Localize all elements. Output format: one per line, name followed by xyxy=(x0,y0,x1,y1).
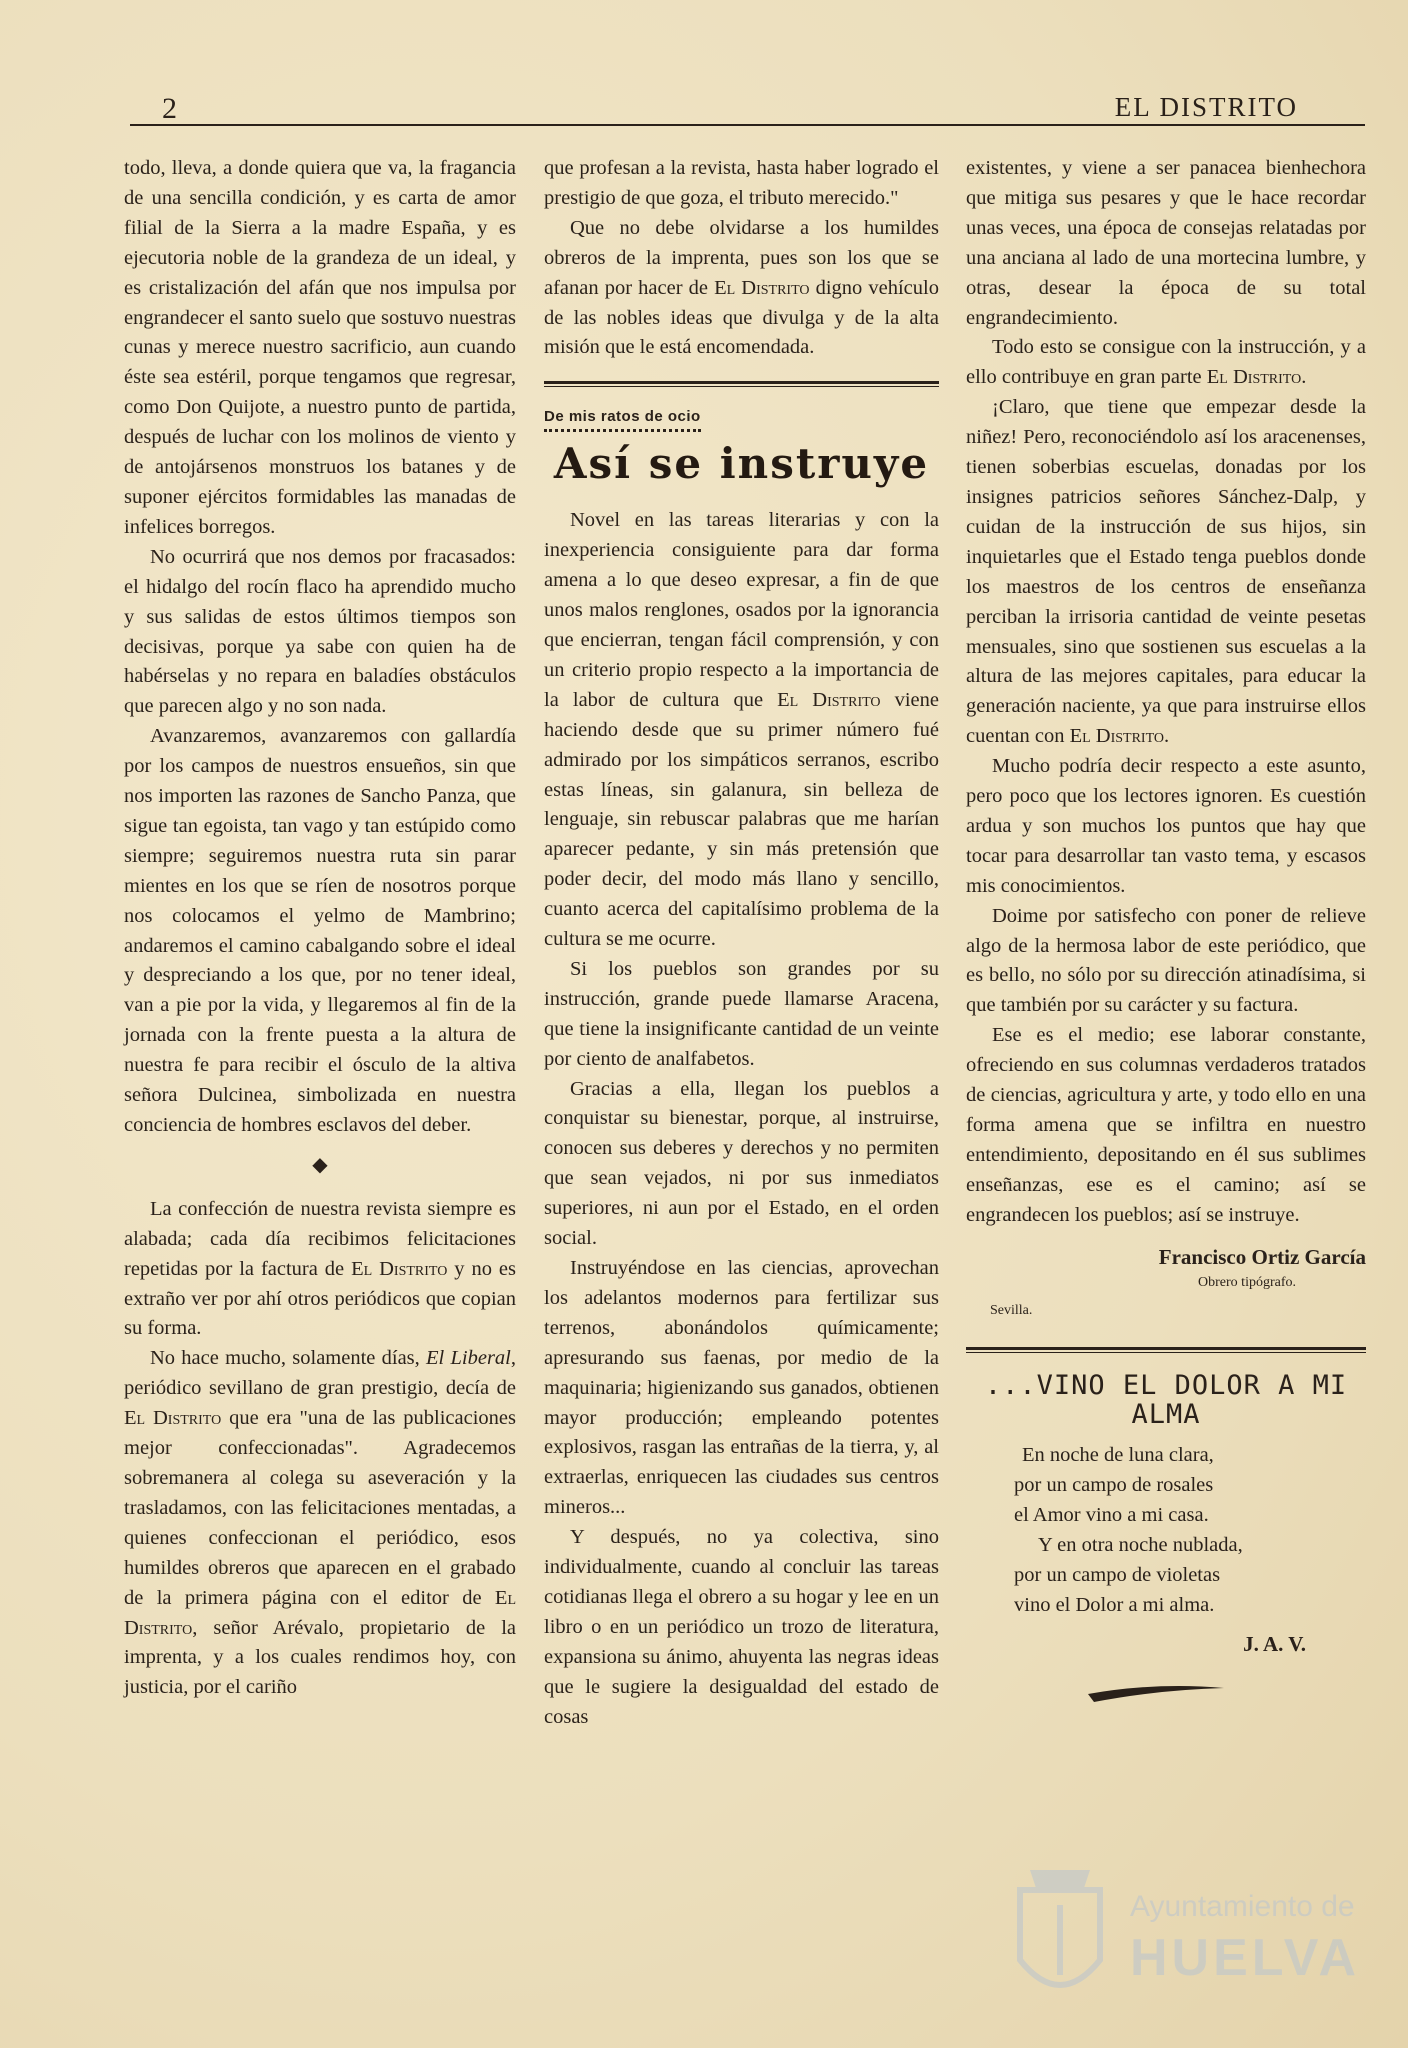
text-run: Que no debe olvidarse a los humildes obreros de la imprenta, pues son los que se afanan por hacer de xyxy=(544,216,939,299)
header-rule xyxy=(130,124,1365,126)
newspaper-name: El Distrito xyxy=(124,1407,222,1430)
poem-line: En noche de luna clara, xyxy=(1022,1444,1214,1467)
section-divider xyxy=(544,381,939,387)
newspaper-name: El Distrito xyxy=(124,1586,516,1639)
archive-watermark xyxy=(990,1860,1390,2030)
poem-line: por un campo de violetas xyxy=(1014,1564,1221,1587)
paragraph xyxy=(966,393,1366,752)
author-signature: Francisco Ortiz García xyxy=(1158,1244,1366,1269)
paragraph xyxy=(544,214,939,364)
text-run: Novel en las tareas literarias y con la inexperiencia consiguiente para dar forma amena a lo que deseo expresar, a fin de que unos malos renglones, osados por la ignorancia que encierran, tengan fácil comprensión, y con un criterio propio respecto a la importancia de la labor de cultura que xyxy=(544,509,939,711)
text-run: que era "una de las publicaciones mejor confeccionadas". Agradecemos sobremanera al colega su aseveración y la trasladamos, con las felicitaciones mentadas, a quienes confeccionan el periódico, esos humildes obreros que aparecen en el grabado de la primera página con el editor de xyxy=(124,1407,516,1609)
ornament-icon xyxy=(1086,1682,1226,1704)
text-run: viene haciendo desde que su primer número fué admirado por los simpáticos serranos, escribo estas líneas, sin galanura, sin belleza de lenguaje, sin rebuscar palabras que me harían aparecer pedante, y sin más pretensión que poder decir, del modo más llano y sencillo, cuanto acerca del capitalísimo problema de la cultura se me ocurre. xyxy=(544,688,939,951)
paragraph: existentes, y viene a ser panacea bienhechora que mitiga sus pesares y que le hace recordar unas veces, una época de consejas relatadas por una anciana al lado de una mortecina lumbre, y otras, desear la época de su total engrandecimiento. xyxy=(966,157,1366,329)
watermark-line2: HUELVA xyxy=(1130,1929,1361,1987)
page-number: 2 xyxy=(162,92,177,125)
poem xyxy=(966,1440,1366,1620)
paragraph: Doime por satisfecho con poner de relieve algo de la hermosa labor de este periódico, que es bello, no sólo por su dirección atinadísima, si que también por su carácter y su factura. xyxy=(966,904,1366,1017)
text-run: . xyxy=(1301,366,1307,389)
coat-of-arms-icon xyxy=(1000,1860,1120,2020)
text-run: . xyxy=(1164,725,1170,748)
periodical-name: El Liberal xyxy=(426,1347,511,1370)
poem-line: Y en otra noche nublada, xyxy=(1038,1534,1243,1557)
text-run: No hace mucho, solamente días, xyxy=(150,1347,427,1370)
poem-line: el Amor vino a mi casa. xyxy=(1014,1504,1209,1527)
paragraph xyxy=(124,1344,516,1703)
newspaper-name: El Distrito xyxy=(1069,725,1165,748)
paragraph: Y después, no ya colectiva, sino individualmente, cuando al concluir las tareas cotidianas llega el obrero a su hogar y lee en un libro o en un periódico un trozo de literatura, expansiona su ánimo, ahuyenta las negras ideas que le sugiere la desigualdad del estado de cosas xyxy=(544,1526,939,1728)
paragraph: Si los pueblos son grandes por su instrucción, grande puede llamarse Aracena, que tiene la insignificante cantidad de un veinte por ciento de analfabetos. xyxy=(544,957,939,1070)
watermark-line1: Ayuntamiento de xyxy=(1130,1890,1355,1923)
paragraph: Ese es el medio; ese laborar constante, ofreciendo en sus columnas verdaderos tratados de ciencias, agricultura y arte, y todo ello en una forma amena que se infiltra en nuestro entendimiento, depositando en él sus sublimes enseñanzas, ese es el camino; así se engrandecen los pueblos; así se instruye. xyxy=(966,1024,1366,1226)
newspaper-name: El Distrito xyxy=(777,688,881,711)
text-run: digno vehículo de las nobles ideas que divulga y de la alta misión que le está encomendada. xyxy=(544,276,939,359)
section-label: De mis ratos de ocio xyxy=(544,407,701,432)
text-run: La confección de nuestra revista siempre es alabada; cada día recibimos felicitaciones repetidas por la factura de xyxy=(124,1197,516,1280)
poem-title: ...VINO EL DOLOR A MI ALMA xyxy=(984,1369,1348,1431)
paragraph: Avanzaremos, avanzaremos con gallardía por los campos de nuestros ensueños, sin que nos importen las razones de Sancho Panza, que sigue tan egoista, tan vago y tan estúpido como siempre; seguiremos nuestra ruta sin parar mientes en los que se ríen de nosotros porque nos colocamos el yelmo de Mambrino; andaremos el camino cabalgando sobre el ideal y despreciando a los que, por no tener ideal, van a pie por la vida, y llegaremos al fin de la jornada con la frente puesta a la altura de nuestra fe para recibir el ósculo de la altiva señora Dulcinea, simbolizada en nuestra conciencia de hombres esclavos del deber. xyxy=(124,725,516,1136)
diamond-separator: ◆ xyxy=(312,1153,328,1176)
poem-line: por un campo de rosales xyxy=(1014,1474,1214,1497)
paragraph: que profesan a la revista, hasta haber logrado el prestigio de que goza, el tributo merecido." xyxy=(544,157,939,209)
paragraph: Mucho podría decir respecto a este asunto, pero poco que los lectores ignoren. Es cuestión ardua y son muchos los puntos que hay que tocar para desarrollar tan vasto tema, y escasos mis conocimientos. xyxy=(966,755,1366,897)
author-place: Sevilla. xyxy=(990,1302,1033,1318)
paragraph: todo, lleva, a donde quiera que va, la fragancia de una sencilla condición, y es carta de amor filial de la Sierra a la madre España, y es ejecutoria noble de la grandeza de un ideal, y es cristalización del afán que nos impulsa por engrandecer el santo suelo que sostuvo nuestras cunas y merece nuestro sacrificio, aun cuando éste sea estéril, porque tengamos que regresar, como Don Quijote, a nuestro punto de partida, después de luchar con los molinos de viento y de antojársenos monstruos los batanes y de suponer ejércitos formidables las manadas de infelices borregos. xyxy=(124,157,516,538)
paragraph xyxy=(966,333,1366,393)
poem-signature: J. A. V. xyxy=(1243,1632,1306,1657)
text-run: , señor Arévalo, propietario de la imprenta, y a los cuales rendimos hoy, con justicia, por el cariño xyxy=(124,1616,516,1699)
newspaper-name: El Distrito xyxy=(1206,366,1302,389)
paragraph xyxy=(124,1195,516,1345)
newspaper-name: El Distrito xyxy=(351,1257,448,1280)
poem-divider xyxy=(966,1347,1366,1353)
text-run: , periódico sevillano de gran prestigio, decía de xyxy=(124,1347,516,1400)
column-3 xyxy=(966,154,1366,1714)
paragraph: No ocurrirá que nos demos por fracasados: el hidalgo del rocín flaco ha aprendido mucho y sus salidas de estos últimos tiempos son decisivas, porque ya sabe con quien ha de habérselas y no repara en baladíes obstáculos que parecen algo y no son nada. xyxy=(124,545,516,718)
column-2 xyxy=(544,154,939,1733)
newspaper-title: EL DISTRITO xyxy=(1114,92,1298,122)
paragraph xyxy=(544,506,939,955)
text-run: y no es extraño ver por ahí otros periódicos que copian su forma. xyxy=(124,1257,516,1340)
article-title: Así se instruye xyxy=(553,439,930,489)
text-run: ¡Claro, que tiene que empezar desde la niñez! Pero, reconociéndolo así los aracenenses, tienen soberbias escuelas, donadas por los insignes patricios señores Sánchez-Dalp, y cuidan de la instrucción de sus hijos, sin inquietarles que el Estado tenga pueblos donde los maestros de los centros de enseñanza perciban la irrisoria cantidad de veinte pesetas mensuales, sino que sostienen sus escuelas a la altura de las mejores capitales, para educar la generación naciente, ya que para instruirse ellos cuentan con xyxy=(966,396,1366,748)
text-run: Todo esto se consigue con la instrucción, y a ello contribuye en gran parte xyxy=(966,336,1366,389)
page-header xyxy=(130,92,1368,128)
paragraph: Instruyéndose en las ciencias, aprovechan los adelantos modernos para fertilizar sus terrenos, abonándolos químicamente; apresurando sus faenas, por medio de la maquinaria; higienizando sus ganados, obtienen mayor producción; empleando potentes explosivos, rasgan las entrañas de la tierra, y, al extraerlas, enriquecen las ciudades sus centros mineros... xyxy=(544,1257,939,1519)
newspaper-name: El Distrito xyxy=(714,276,810,299)
poem-line: vino el Dolor a mi alma. xyxy=(1014,1594,1215,1617)
author-role: Obrero tipógrafo. xyxy=(1198,1274,1296,1290)
paragraph: Gracias a ella, llegan los pueblos a conquistar su bienestar, porque, al instruirse, conocen sus deberes y derechos y no permiten que sean vejados, ni por sus inmediatos superiores, ni aun por el Estado, en el orden social. xyxy=(544,1077,939,1250)
column-1 xyxy=(124,154,516,1703)
